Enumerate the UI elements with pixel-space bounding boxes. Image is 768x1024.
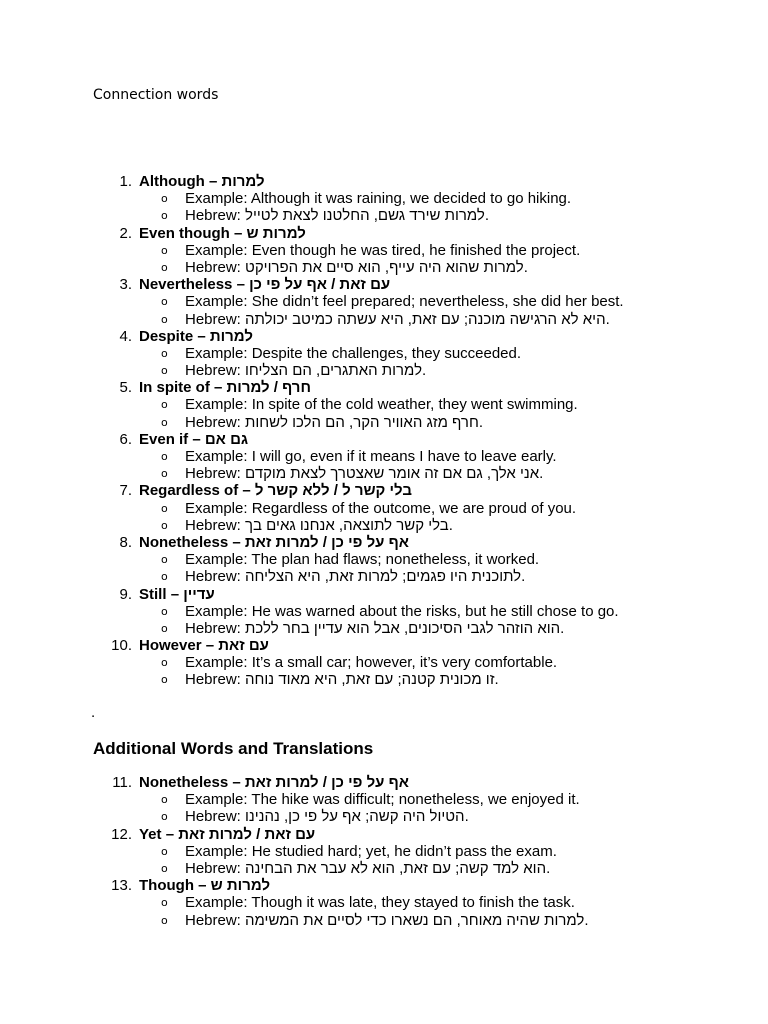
term-english: However <box>139 637 202 655</box>
bullet-icon: o <box>161 243 168 257</box>
item-term <box>139 534 409 551</box>
term-hebrew: אף על פי כן / למרות זאת <box>244 774 409 791</box>
bullet-icon: o <box>161 896 168 910</box>
translation-line <box>0 259 768 276</box>
example-text: Example: Although it was raining, we decided to go hiking. <box>185 190 572 208</box>
bullet-icon: o <box>161 260 168 274</box>
example-text: Example: She didn’t feel prepared; nevertheless, she did her best. <box>185 293 624 311</box>
term-dash: – <box>232 533 241 551</box>
bullet-icon: o <box>161 312 168 326</box>
translation-text: Hebrew: למרות שירד גשם, החלטנו לצאת לטייל. <box>185 207 490 225</box>
bullet-icon: o <box>161 398 168 412</box>
term-dash: – <box>208 173 218 190</box>
translation-text: Hebrew: הוא למד קשה; עם זאת, הוא לא עבר את הבחינה. <box>185 859 551 877</box>
section-heading: Additional Words and Translations <box>93 739 374 758</box>
example-text: Example: Despite the challenges, they succeeded. <box>185 344 522 362</box>
list-item <box>0 534 768 551</box>
item-term <box>139 173 265 190</box>
translation-text: Hebrew: בלי קשר לתוצאה, אנחנו גאים בך. <box>185 516 453 534</box>
translation-line <box>0 517 768 534</box>
list-entry <box>0 173 768 225</box>
item-number: 10. <box>111 637 132 655</box>
example-text: Example: Even though he was tired, he finished the project. <box>185 241 581 259</box>
item-number: 1. <box>119 173 132 190</box>
translation-line <box>0 620 768 637</box>
item-term <box>139 379 311 396</box>
term-english: Even if <box>139 430 189 448</box>
term-dash: – <box>242 482 251 500</box>
term-dash: – <box>236 276 245 294</box>
item-term <box>139 637 269 654</box>
term-dash: – <box>165 825 175 843</box>
example-text: Example: In spite of the cold weather, they went swimming. <box>185 396 578 414</box>
example-line <box>0 843 768 860</box>
list-item <box>0 379 768 396</box>
bullet-icon: o <box>161 861 168 875</box>
example-text: Example: He was warned about the risks, but he still chose to go. <box>185 602 619 620</box>
translation-text: Hebrew: היא לא הרגישה מוכנה; עם זאת, היא עשתה כמיטב יכולתה. <box>185 310 610 328</box>
term-english: Nevertheless <box>139 276 233 294</box>
term-hebrew: אף על פי כן / למרות זאת <box>244 533 409 551</box>
translation-line <box>0 808 768 825</box>
example-line <box>0 396 768 413</box>
item-term <box>139 328 253 345</box>
example-line <box>0 791 768 808</box>
term-english: Nonetheless <box>139 774 229 791</box>
bullet-icon: o <box>161 518 168 532</box>
list-item <box>0 637 768 654</box>
list-entry <box>0 328 768 380</box>
bullet-icon: o <box>161 793 168 807</box>
example-line <box>0 654 768 671</box>
example-text: Example: He studied hard; yet, he didn’t pass the exam. <box>185 842 557 860</box>
item-term <box>139 586 215 603</box>
additional-words-list <box>0 774 768 929</box>
translation-line <box>0 912 768 929</box>
translation-line <box>0 671 768 688</box>
bullet-icon: o <box>161 501 168 515</box>
item-number: 12. <box>111 825 132 843</box>
item-number: 11. <box>112 774 132 791</box>
bullet-icon: o <box>161 467 168 481</box>
item-number: 4. <box>119 327 132 345</box>
item-number: 2. <box>119 224 132 242</box>
translation-text: Hebrew: לתוכנית היו פגמים; למרות זאת, היא הצליחה. <box>185 568 526 586</box>
term-english: Nonetheless <box>139 533 229 551</box>
list-item <box>0 826 768 843</box>
example-text: Example: Though it was late, they stayed to finish the task. <box>185 894 575 912</box>
list-entry <box>0 534 768 586</box>
bullet-icon: o <box>161 346 168 360</box>
bullet-icon: o <box>161 192 168 206</box>
item-number: 8. <box>119 533 132 551</box>
term-dash: – <box>205 637 215 655</box>
term-dash: – <box>234 224 243 242</box>
term-dash: – <box>170 585 180 603</box>
example-line <box>0 190 768 207</box>
bullet-icon: o <box>161 209 168 223</box>
term-hebrew: עם זאת <box>218 637 269 655</box>
item-number: 13. <box>111 877 132 895</box>
term-english: Even though <box>139 224 230 242</box>
term-hebrew: למרות ש <box>210 877 271 895</box>
example-line <box>0 448 768 465</box>
example-line <box>0 345 768 362</box>
translation-text: Hebrew: זו מכונית קטנה; עם זאת, היא מאוד נוחה. <box>185 671 499 689</box>
term-dash: – <box>192 430 201 448</box>
example-line <box>0 603 768 620</box>
translation-text: Hebrew: הוא הוזהר לגבי הסיכונים, אבל הוא עדיין בחר ללכת. <box>185 619 565 637</box>
bullet-icon: o <box>161 621 168 635</box>
list-entry <box>0 774 768 826</box>
term-hebrew: למרות <box>221 173 265 190</box>
example-text: Example: It’s a small car; however, it’s very comfortable. <box>185 654 558 672</box>
term-dash: – <box>198 877 207 895</box>
item-number: 5. <box>119 379 132 397</box>
bullet-icon: o <box>161 295 168 309</box>
term-hebrew: חרף / למרות <box>226 379 311 397</box>
bullet-icon: o <box>161 913 168 927</box>
example-line <box>0 293 768 310</box>
term-hebrew: עם זאת / אף על פי כן <box>249 276 391 294</box>
translation-line <box>0 860 768 877</box>
bullet-icon: o <box>161 604 168 618</box>
example-text: Example: Regardless of the outcome, we are proud of you. <box>185 499 577 517</box>
translation-line <box>0 414 768 431</box>
item-term <box>139 826 315 843</box>
list-item <box>0 173 768 190</box>
term-english: Although <box>139 173 205 190</box>
term-english: Still <box>139 585 167 603</box>
term-english: Though <box>139 877 194 895</box>
list-entry <box>0 225 768 277</box>
bullet-icon: o <box>161 673 168 687</box>
example-text: Example: The hike was difficult; nonetheless, we enjoyed it. <box>185 791 580 809</box>
example-line <box>0 242 768 259</box>
list-entry <box>0 431 768 483</box>
list-entry <box>0 482 768 534</box>
example-line <box>0 551 768 568</box>
bullet-icon: o <box>161 810 168 824</box>
translation-text: Hebrew: אני אלך, גם אם זה אומר שאצטרך לצאת מוקדם. <box>185 465 544 483</box>
list-item <box>0 225 768 242</box>
bullet-icon: o <box>161 364 168 378</box>
translation-text: Hebrew: למרות האתגרים, הם הצליחו. <box>185 362 427 380</box>
translation-line <box>0 207 768 224</box>
term-english: Yet <box>139 825 162 843</box>
term-hebrew: עדיין <box>183 585 215 603</box>
bullet-icon: o <box>161 570 168 584</box>
term-english: In spite of <box>139 379 210 397</box>
term-hebrew: עם זאת / למרות זאת <box>178 825 316 843</box>
item-term <box>139 877 270 894</box>
term-hebrew: למרות ש <box>246 224 306 242</box>
translation-line <box>0 311 768 328</box>
list-entry <box>0 826 768 878</box>
translation-text: Hebrew: הטיול היה קשה; אף על פי כן, נהנינו. <box>185 808 469 826</box>
list-item <box>0 877 768 894</box>
translation-text: Hebrew: למרות שהוא היה עייף, הוא סיים את הפרויקט. <box>185 258 528 276</box>
item-number: 6. <box>119 430 132 448</box>
term-dash: – <box>214 379 223 397</box>
item-term <box>139 431 248 448</box>
item-number: 3. <box>119 276 132 294</box>
list-entry <box>0 379 768 431</box>
list-entry <box>0 586 768 638</box>
list-item <box>0 774 768 791</box>
item-number: 9. <box>119 585 132 603</box>
term-english: Regardless of <box>139 482 239 500</box>
item-term <box>139 276 390 293</box>
translation-line <box>0 362 768 379</box>
term-dash: – <box>232 774 241 791</box>
list-item <box>0 431 768 448</box>
term-english: Despite <box>139 327 194 345</box>
bullet-icon: o <box>161 553 168 567</box>
document-title: Connection words <box>93 87 219 103</box>
list-item <box>0 586 768 603</box>
term-hebrew: גם אם <box>204 430 249 448</box>
list-entry <box>0 877 768 929</box>
item-term <box>139 482 412 499</box>
example-line <box>0 500 768 517</box>
item-term <box>139 225 306 242</box>
example-text: Example: I will go, even if it means I have to leave early. <box>185 448 557 465</box>
list-entry <box>0 637 768 689</box>
term-hebrew: בלי קשר ל / ללא קשר ל <box>254 482 412 500</box>
list-item <box>0 276 768 293</box>
list-entry <box>0 276 768 328</box>
bullet-icon: o <box>161 656 168 670</box>
list-item <box>0 328 768 345</box>
translation-line <box>0 568 768 585</box>
example-line <box>0 894 768 911</box>
list-item <box>0 482 768 499</box>
bullet-icon: o <box>161 844 168 858</box>
translation-text: Hebrew: חרף מזג האוויר הקר, הם הלכו לשחות. <box>185 413 483 431</box>
bullet-icon: o <box>161 415 168 429</box>
translation-text: Hebrew: למרות שהיה מאוחר, הם נשארו כדי לסיים את המשימה. <box>185 911 589 929</box>
term-dash: – <box>197 327 206 345</box>
bullet-icon: o <box>161 450 168 463</box>
separator-dot: . <box>91 704 96 721</box>
item-term <box>139 774 409 791</box>
connection-words-list <box>0 173 768 689</box>
term-hebrew: למרות <box>209 327 253 345</box>
example-text: Example: The plan had flaws; nonetheless, it worked. <box>185 551 540 569</box>
translation-line <box>0 465 768 482</box>
item-number: 7. <box>119 482 132 500</box>
